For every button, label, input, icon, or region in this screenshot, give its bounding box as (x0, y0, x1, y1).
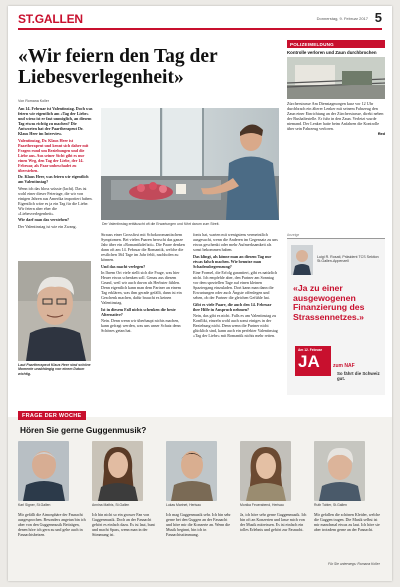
article-column-2 (101, 232, 187, 408)
ja-text: JA (298, 352, 320, 371)
advertisement (287, 233, 385, 395)
ad-person-name: Luigi R. Rosati, Präsident TCS Sektion St.Gallen-Appenzell (317, 255, 379, 264)
masthead (18, 10, 382, 30)
article-column-3 (193, 232, 279, 408)
survey-name-4: Monika Feuerabend, Herisau (240, 503, 284, 507)
portrait-photo (18, 261, 91, 361)
article-headline: «Wir feiern den Tag der Liebesverlegenheit» (18, 46, 218, 88)
intro-paragraph (18, 138, 93, 173)
ja-date: Am 12. Februar (298, 348, 323, 352)
answer-1: Wenn ich das bloss wüsste (lacht). Das ist wohl einer dieser Feiertage, die wir von einigen Jahren aus Amerika importiert haben. Eigentlich wäre es ja ein Tag für die Liebe. Wir feiern aber eher die «Liebesverlegenheit». (18, 185, 93, 216)
article-column-1 (18, 106, 93, 258)
valentine-photo (101, 108, 279, 220)
answer-5: Eine Formel, die Erfolg garantiert, gibt es natürlich nicht. Ich empfehle aber, den Partner am Sonntag vor dem speziellen Tage auf einen kleinen Spaziergang einzuladen. Dort kann man dann die Erwartungen oder auch Ängste offenlegen und sehen, ob der Partner die gleichen Gefühle hat. (193, 270, 278, 300)
answer-2: Der Valentinstag ist wie ein Zwang. (18, 223, 77, 229)
police-report-subtitle: Kontrolle verloren und Zaun durchbrochen (287, 50, 377, 55)
survey-photo-2 (92, 441, 143, 501)
article-byline: Von Romana Koller (18, 99, 49, 103)
survey-photo-3 (166, 441, 217, 501)
police-photo (287, 57, 385, 99)
survey-question: Hören Sie gerne Guggenmusik? (20, 425, 147, 435)
survey-photo-1 (18, 441, 69, 501)
survey-name-2: Annina Mathis, St.Gallen (92, 503, 130, 507)
intro-text: Valentinstag, Dr. Klaus Heer ist Paartherapeut und kennt sich daher mit Fragen rund um Beziehungen und die Liebe aus. Aus seiner Sicht gibt es nur einen Weg, den Tag der Liebe, der 14. Februar, als Paar unbeschadet zu überstehen. (18, 137, 89, 173)
newspaper-page (8, 6, 392, 581)
photo-caption: Der Valentinstag enttäuscht oft die Erwartungen und führt darum zum Streit. (102, 222, 220, 226)
question-5: Das klingt, als könne man an diesem Tag nur etwas falsch machen. Wie benutze man Schadensbegrenzung? (193, 253, 272, 269)
naf-text: zum NAF (333, 363, 355, 369)
ad-label: Anzeige (287, 233, 300, 237)
survey-name-3: Lukas Marinet, Herisau (166, 503, 201, 507)
police-report-text: Zürcherstrasse Am Dienstagmorgen kurz vor 12 Uhr durchbrach ein älterer Lenker mit seinem Fahrzeug den Zaun einer Einrichtung an der Zürcherstrasse, direkt neben der Bushaltestelle. Er fuhr in den Zaun. Verletzt wurde niemand. Der Lenker hatte beim Anfahren die Kontrolle über sein Fahrzeug verloren. (287, 101, 384, 131)
answer-3: In Ihrem Ort viele stellt sich die Frage, was hier Heuer etwas schenken soll. Genau aus diesem Grund, weil wir auch davon als Herbster fühlen. Denn eigentlich kann man dem Partner an einem Tag erklären, was ihm gerade gefällt, dann ist ein Geschenk machen, dafür braucht es keinen Valentinstag. (101, 270, 182, 305)
survey-photo-5 (314, 441, 365, 501)
police-report-title: POLIZEIMELDUNG (287, 40, 385, 48)
column-2-text: Strauss einer Grossfirst mit Schokoromantischem Symptomen. Bei vielen Paaren herrscht das ganze Jahr über ein «Romantikdefizit». Die Paare denken dann oft am 14. Februar die Romantik, welche die restlichen 364 Tage im Jahr fehlt, nachholen zu können. (101, 232, 185, 262)
survey-name-5: Ruth Tobler, St.Gallen (314, 503, 347, 507)
survey-answer-2: Ich bin nicht so ein grosser Fan von Guggenmusik. Doch an der Fasnacht gehört es einfach dazu. Es ist laut, bunt und macht Spass, wenn man in der Stimmung ist. (92, 512, 155, 537)
survey-answer-1: Mir gefällt die Atmosphäre der Fasnacht ausgesprochen. Besonders angetan bin ich aber von den Guggenmusik Beiträgen, denen höre ich gern zu und gehe auch in Fasnachtsbeizen. (18, 512, 86, 537)
ad-slogan: So fährt die Schweiz gut. (337, 371, 380, 381)
police-report-signature: Red (377, 132, 385, 136)
survey-answer-3: Ich mag Guggenmusik sehr. Ich bin sehr gerne bei den Guggen an der Fasnacht und höre mir die Konzerte an. Wenn die Musik beginnt, bin ich in Fasnachtsstimmung. (166, 512, 231, 537)
section-title: ST.GALLEN (18, 12, 83, 26)
question-6: Gibt es viele Paare, die auch den 14. Februar ihre Hilfe in Anspruch nehmen? (193, 301, 272, 312)
question-2: Wie darf man das verstehen? (18, 217, 70, 222)
survey-answer-4: Ja, ich höre sehr gerne Guggenmusik. Ich bin oft an Konzerten und lasse mich von der Musik mitreissen. Es ist einfach ein tolles Erlebnis und gehört zur Fasnacht. (240, 512, 307, 532)
ad-person-photo (291, 245, 313, 275)
question-1: Dr. Klaus Heer, was feiern wir eigentlich am Valentinstag? (18, 174, 89, 184)
column-3-text: fonts hat, warten mit wenigstens vermeintlich ausgesucht, wenn die Anderen im Gegensatz zu uns etwas geschenkt oder mehr Aufmerksamkeit als sonst bekommen haben. (193, 232, 278, 252)
portrait-caption: Laut Paartherapeut Klaus Heer sind schöne Momente unabhängig von einem Datum wichtig. (18, 363, 91, 376)
answer-6: Nein, das gibt es nicht. Falls es am Valentinstag zu Konflikt, einzeln wohl auch sonst einiges in der Beziehung nicht. Denn wenn die Partner nicht glücklich sind, kann auch ein perfekter Valentinstag «Tag der Liebe» mit Romantik nichts mehr retten. (193, 313, 278, 338)
question-4: Ist in diesem Fall nichts schenken die beste Alternative? (101, 306, 176, 317)
survey-answer-5: Mir gefallen die schönen Kleider, welche die Guggen tragen. Die Musik selbst ist mir manchmal etwas zu laut. Ich höre sie aber trotzdem gerne an der Fasnacht. (314, 512, 381, 532)
survey-credit: Für Sie unterwegs: Romana Koller (328, 562, 380, 566)
police-report-box (287, 40, 385, 136)
answer-4: Nein. Denn wenn wir überhaupt nichts machen, kann gefragt werden, was uns unser Schatz denn Schönes getan hat. (101, 318, 181, 333)
survey-photo-4 (240, 441, 291, 501)
spacer (238, 238, 282, 239)
issue-date: Donnerstag, 9. Februar 2017 (316, 16, 368, 21)
question-3: Und das macht verlegen? (101, 263, 146, 269)
page-number: 5 (374, 10, 382, 25)
survey-name-1: Karl Signer, St.Gallen (18, 503, 51, 507)
ad-quote: «Ja zu einer ausgewogenen Finanzierung des Strassennetzes.» (293, 283, 365, 322)
survey-tag: FRAGE DER WOCHE (18, 411, 86, 420)
article-lead: Am 14. Februar ist Valentinstag. Doch was feiern wir eigentlich am «Tag der Liebe» und wieso ist er fast unmöglich, an diesem Tag etwas richtig zu machen? Die Antworten hat der Paartherapeut Dr. Klaus Heer im Interview. (18, 106, 93, 136)
ja-badge (295, 346, 331, 376)
